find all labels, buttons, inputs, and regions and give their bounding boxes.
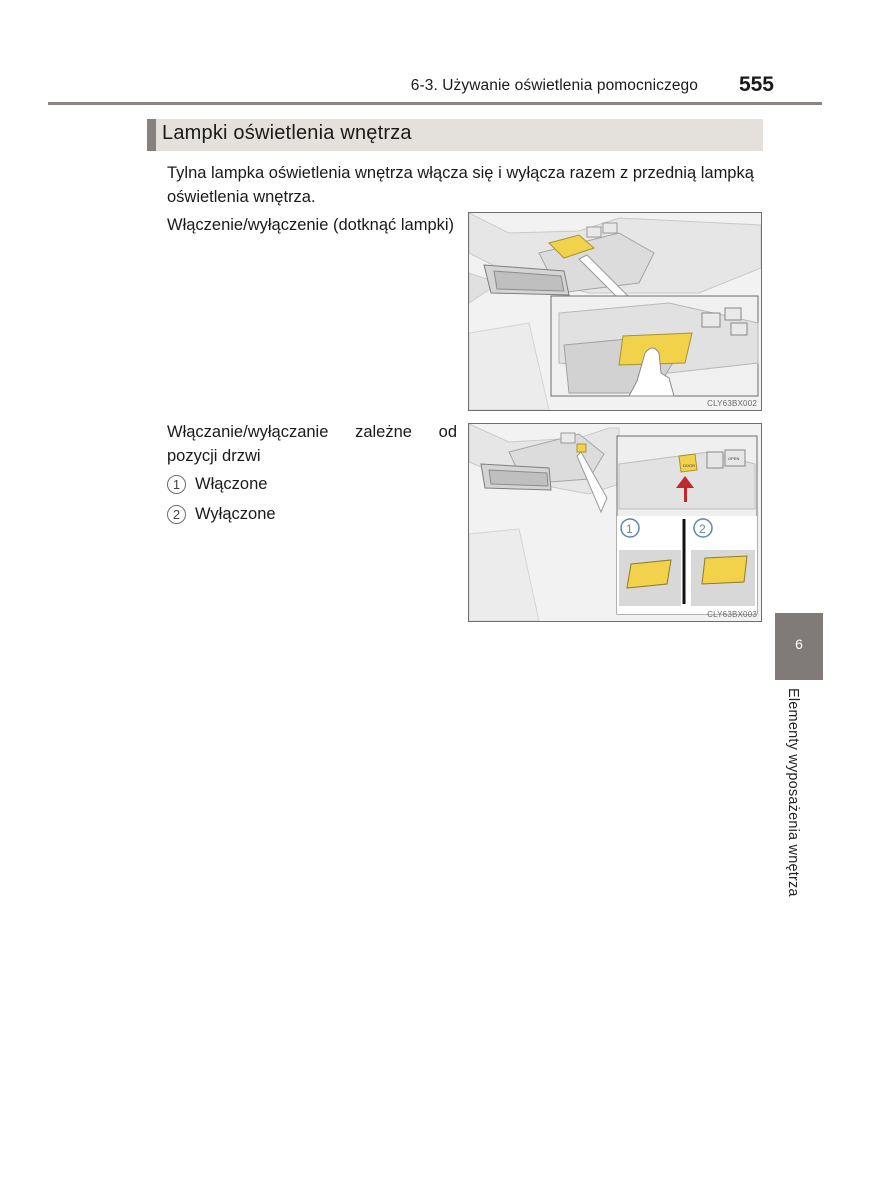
page-number: 555 <box>738 73 774 96</box>
legend-item-off <box>167 502 276 526</box>
item-door-mode: Włączanie/wyłączanie zależne od pozycji drzwi <box>167 423 457 465</box>
svg-text:1: 1 <box>626 522 633 536</box>
lamp-off-released <box>702 556 747 584</box>
circled-number-icon: 1 <box>167 475 186 494</box>
figure-touch-lamp <box>468 212 762 411</box>
figure-door-mode <box>468 423 762 622</box>
header-divider <box>48 102 822 105</box>
svg-text:2: 2 <box>699 522 706 536</box>
circled-number-icon: 2 <box>167 505 186 524</box>
chapter-number: 6 <box>795 636 803 652</box>
figure-code: CLY63BX002 <box>707 399 757 408</box>
chapter-header: 6-3. Używanie oświetlenia pomocniczego <box>410 77 698 94</box>
item-touch-lamp: Włączenie/wyłączenie (dotknąć lampki) <box>167 216 455 234</box>
legend-item-on <box>167 472 267 496</box>
chapter-side-label: Elementy wyposażenia wnętrza <box>785 688 801 897</box>
lamp-on-pressed <box>627 560 671 588</box>
figure-door-mode-drawing <box>469 424 761 621</box>
intro-paragraph: Tylna lampka oświetlenia wnętrza włącza się i wyłącza razem z przednią lampką oświetlenia wnętrza. <box>167 164 754 206</box>
section-title: Lampki oświetlenia wnętrza <box>162 122 412 144</box>
section-heading <box>147 119 763 151</box>
figure-touch-lamp-drawing <box>469 213 761 410</box>
legend-label: Wyłączone <box>195 504 276 523</box>
figure-code: CLY63BX003 <box>707 610 757 619</box>
legend-label: Włączone <box>195 474 268 493</box>
chapter-tab <box>775 613 823 680</box>
open-switch-text: OPEN <box>728 456 740 461</box>
door-switch-text: DOOR <box>683 463 695 468</box>
